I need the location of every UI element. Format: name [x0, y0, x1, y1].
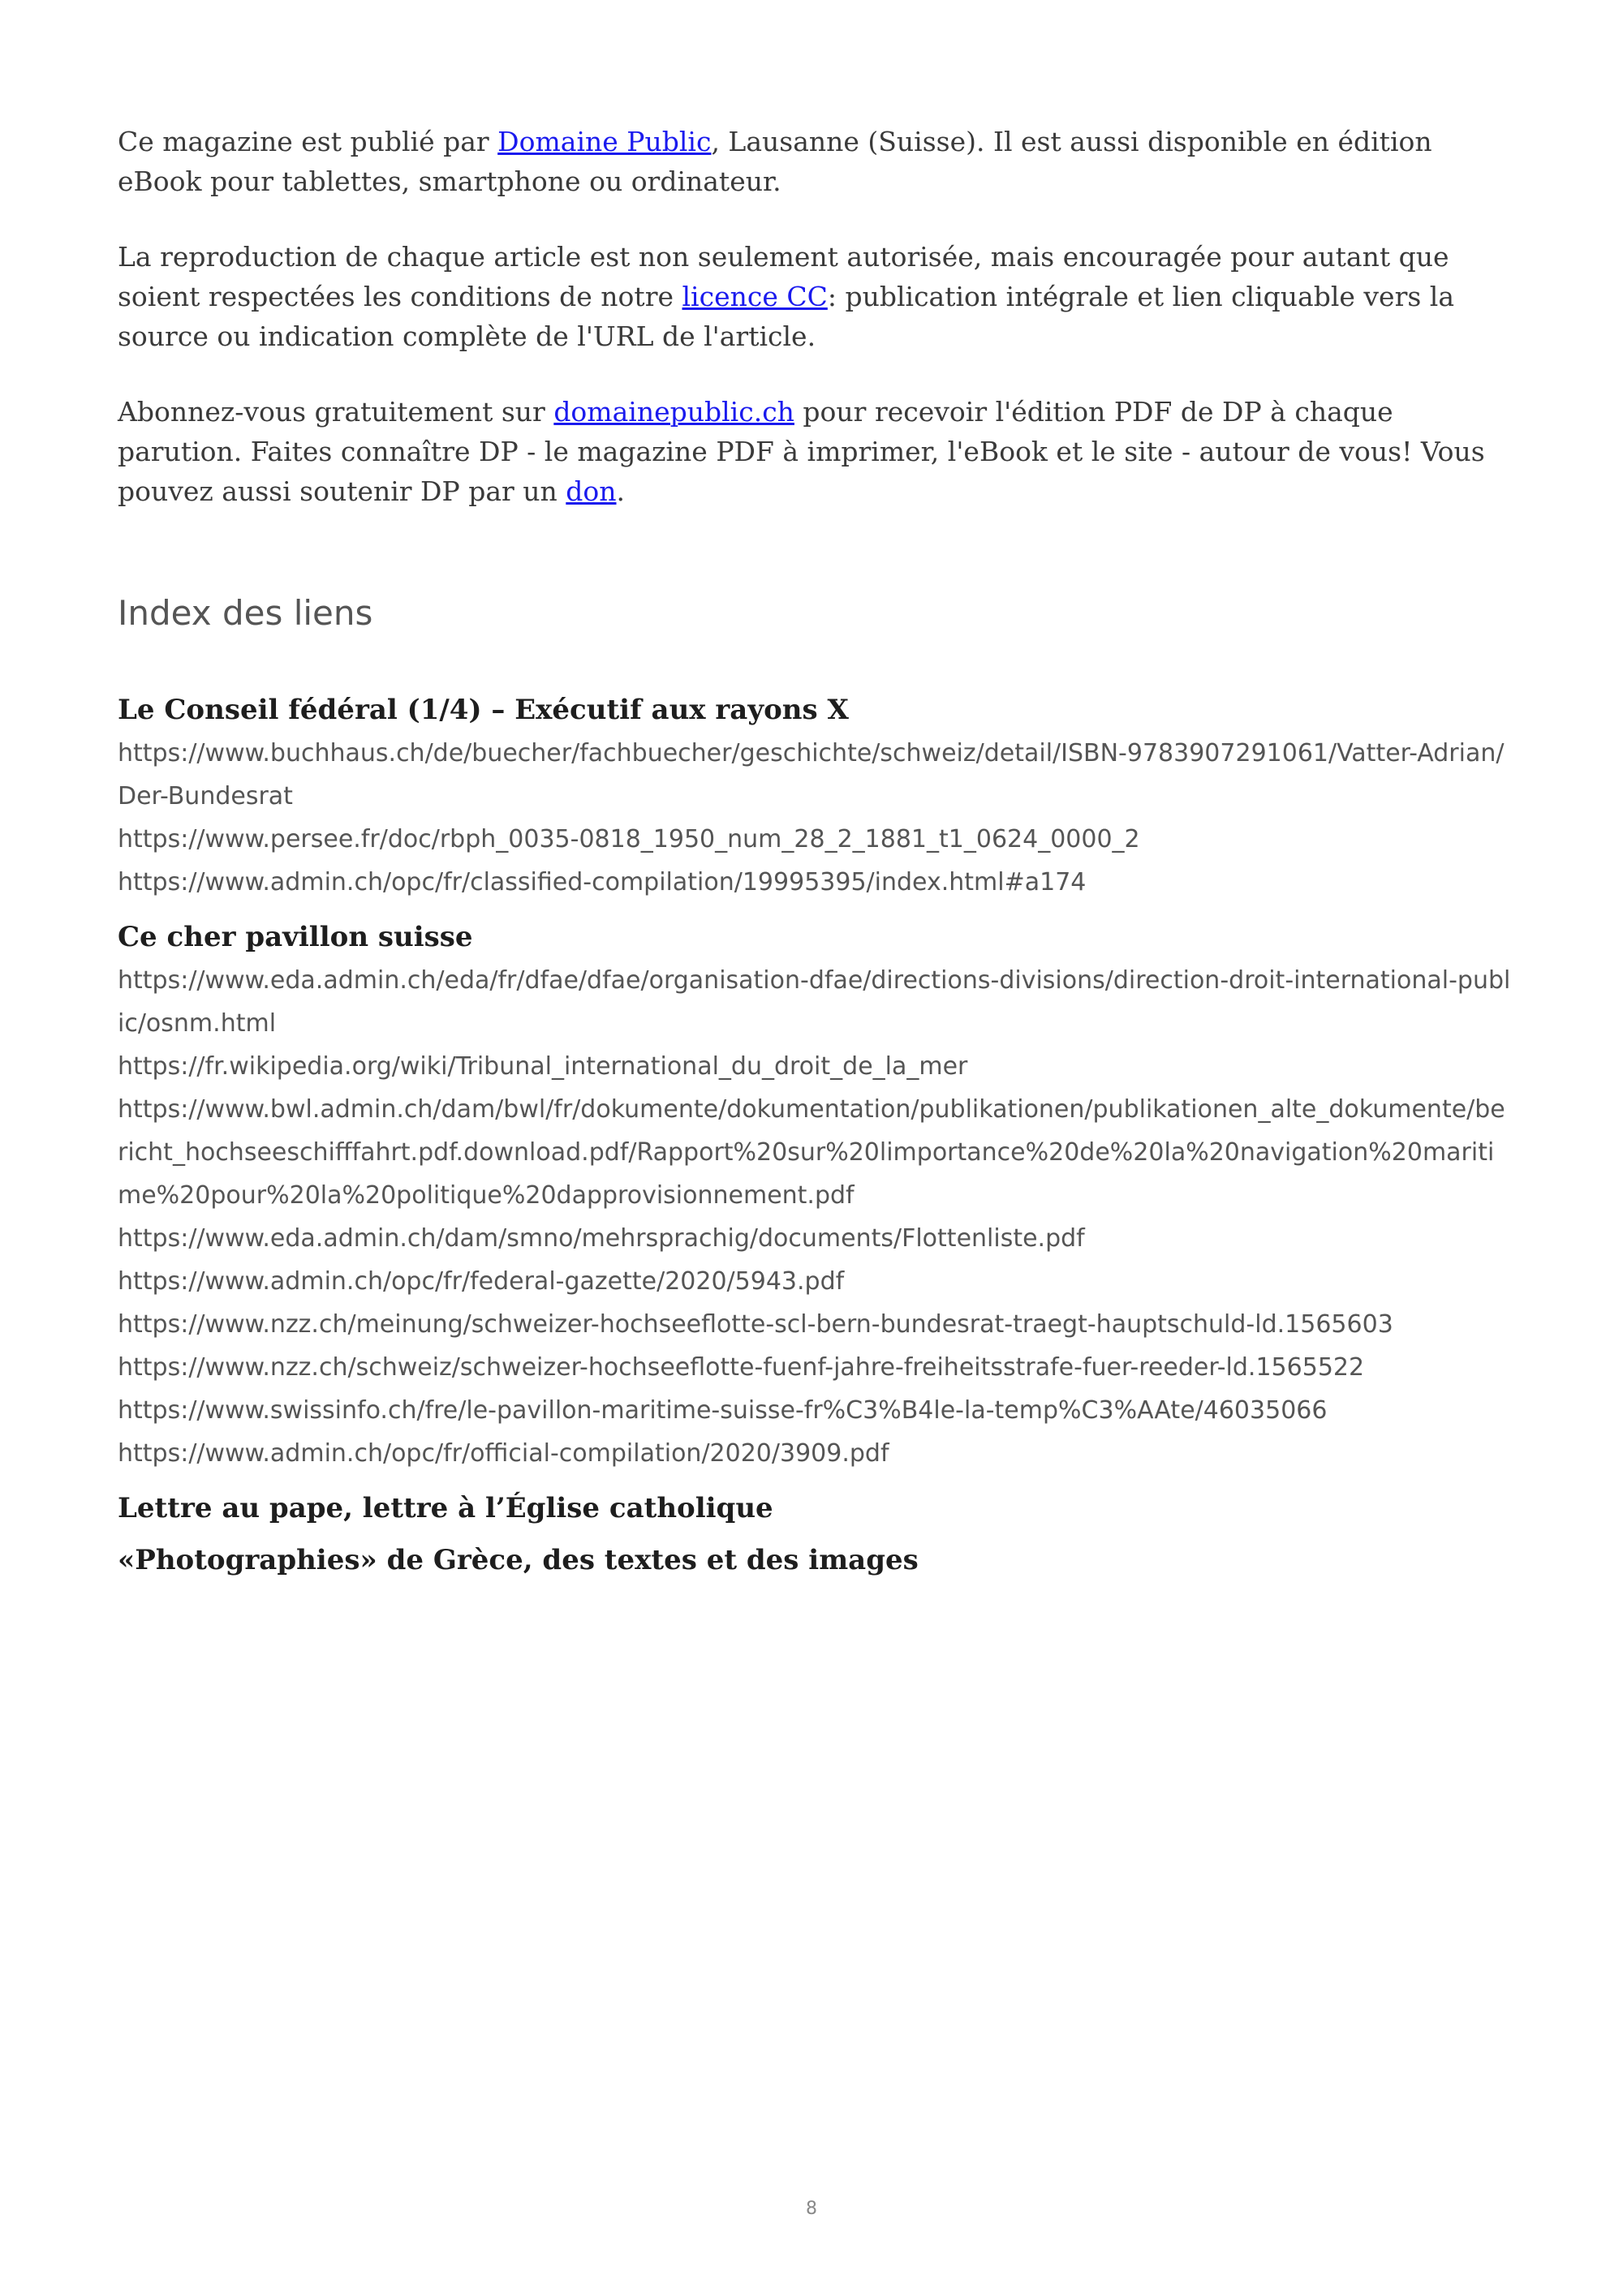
index-section: [118, 690, 1513, 904]
section-title: Lettre au pape, lettre à l’Église catholique: [118, 1492, 773, 1524]
link-url[interactable]: https://fr.wikipedia.org/wiki/Tribunal_international_du_droit_de_la_mer: [118, 1052, 968, 1081]
link-list: [118, 959, 1513, 1475]
intro-paragraph-publisher: [118, 122, 1513, 201]
index-section: [118, 1488, 1513, 1529]
link-url[interactable]: https://www.admin.ch/opc/fr/classified-compilation/19995395/index.html#a174: [118, 868, 1087, 896]
page-number: 8: [806, 2199, 817, 2219]
intro-paragraph-license: [118, 237, 1513, 356]
licence-cc-link[interactable]: licence CC: [682, 281, 828, 312]
text-span: .: [616, 475, 626, 507]
link-url[interactable]: https://www.persee.fr/doc/rbph_0035-0818_1950_num_28_2_1881_t1_0624_0000_2: [118, 825, 1140, 853]
domaine-public-link[interactable]: Domaine Public: [497, 126, 712, 157]
index-section: [118, 917, 1513, 1475]
section-title: «Photographies» de Grèce, des textes et des images: [118, 1544, 919, 1576]
intro-paragraph-subscribe: [118, 392, 1513, 511]
text-span: pour recevoir l'édition PDF de DP à chaque parution. Faites connaître DP - le magazine PDF à imprimer, l'eBook et le site - autour de vous! Vous pouvez aussi soutenir DP par un: [118, 396, 1485, 507]
text-span: : publication intégrale et lien cliquable vers la source ou indication complète de l'URL de l'article.: [118, 281, 1455, 352]
text-span: Abonnez-vous gratuitement sur: [118, 396, 554, 428]
link-url[interactable]: https://www.buchhaus.ch/de/buecher/fachbuecher/geschichte/schweiz/detail/ISBN-9783907291061/Vatter-Adrian/Der-Bundesrat: [118, 739, 1505, 810]
link-url[interactable]: https://www.nzz.ch/meinung/schweizer-hochseeflotte-scl-bern-bundesrat-traegt-hauptschuld-ld.1565603: [118, 1310, 1393, 1339]
link-url[interactable]: https://www.eda.admin.ch/eda/fr/dfae/dfae/organisation-dfae/directions-divisions/direction-droit-international-public/osnm.html: [118, 966, 1511, 1038]
link-url[interactable]: https://www.swissinfo.ch/fre/le-pavillon-maritime-suisse-fr%C3%B4le-la-temp%C3%AAte/46035066: [118, 1396, 1328, 1425]
link-url[interactable]: https://www.admin.ch/opc/fr/official-compilation/2020/3909.pdf: [118, 1439, 889, 1468]
index-section: [118, 1540, 1513, 1580]
link-url[interactable]: https://www.admin.ch/opc/fr/federal-gazette/2020/5943.pdf: [118, 1267, 845, 1296]
text-span: Ce magazine est publié par: [118, 126, 498, 157]
section-title: Le Conseil fédéral (1/4) – Exécutif aux rayons X: [118, 694, 849, 726]
section-title: Ce cher pavillon suisse: [118, 921, 473, 953]
index-heading: Index des liens: [118, 593, 373, 633]
donation-link[interactable]: don: [566, 475, 617, 507]
link-url[interactable]: https://www.nzz.ch/schweiz/schweizer-hochseeflotte-fuenf-jahre-freiheitsstrafe-fuer-reeder-ld.1565522: [118, 1353, 1365, 1382]
text-span: , Lausanne (Suisse). Il est aussi disponible en édition eBook pour tablettes, smartphone ou ordinateur.: [118, 126, 1432, 197]
text-span: La reproduction de chaque article est non seulement autorisée, mais encouragée pour autant que soient respectées les conditions de notre: [118, 241, 1449, 312]
index-sections: [118, 690, 1513, 1580]
domainepublic-link[interactable]: domainepublic.ch: [553, 396, 794, 428]
link-list: [118, 732, 1513, 904]
document-page: [118, 122, 1513, 1592]
link-url[interactable]: https://www.bwl.admin.ch/dam/bwl/fr/dokumente/dokumentation/publikationen/publikationen_alte_dokumente/bericht_hochseeschifffahrt.pdf.download.pdf/Rapport%20sur%20limportance%20de%20la%20navigation%20maritime%20pour%20la%20politique%20dapprovisionnement.pdf: [118, 1095, 1505, 1210]
link-url[interactable]: https://www.eda.admin.ch/dam/smno/mehrsprachig/documents/Flottenliste.pdf: [118, 1224, 1085, 1253]
